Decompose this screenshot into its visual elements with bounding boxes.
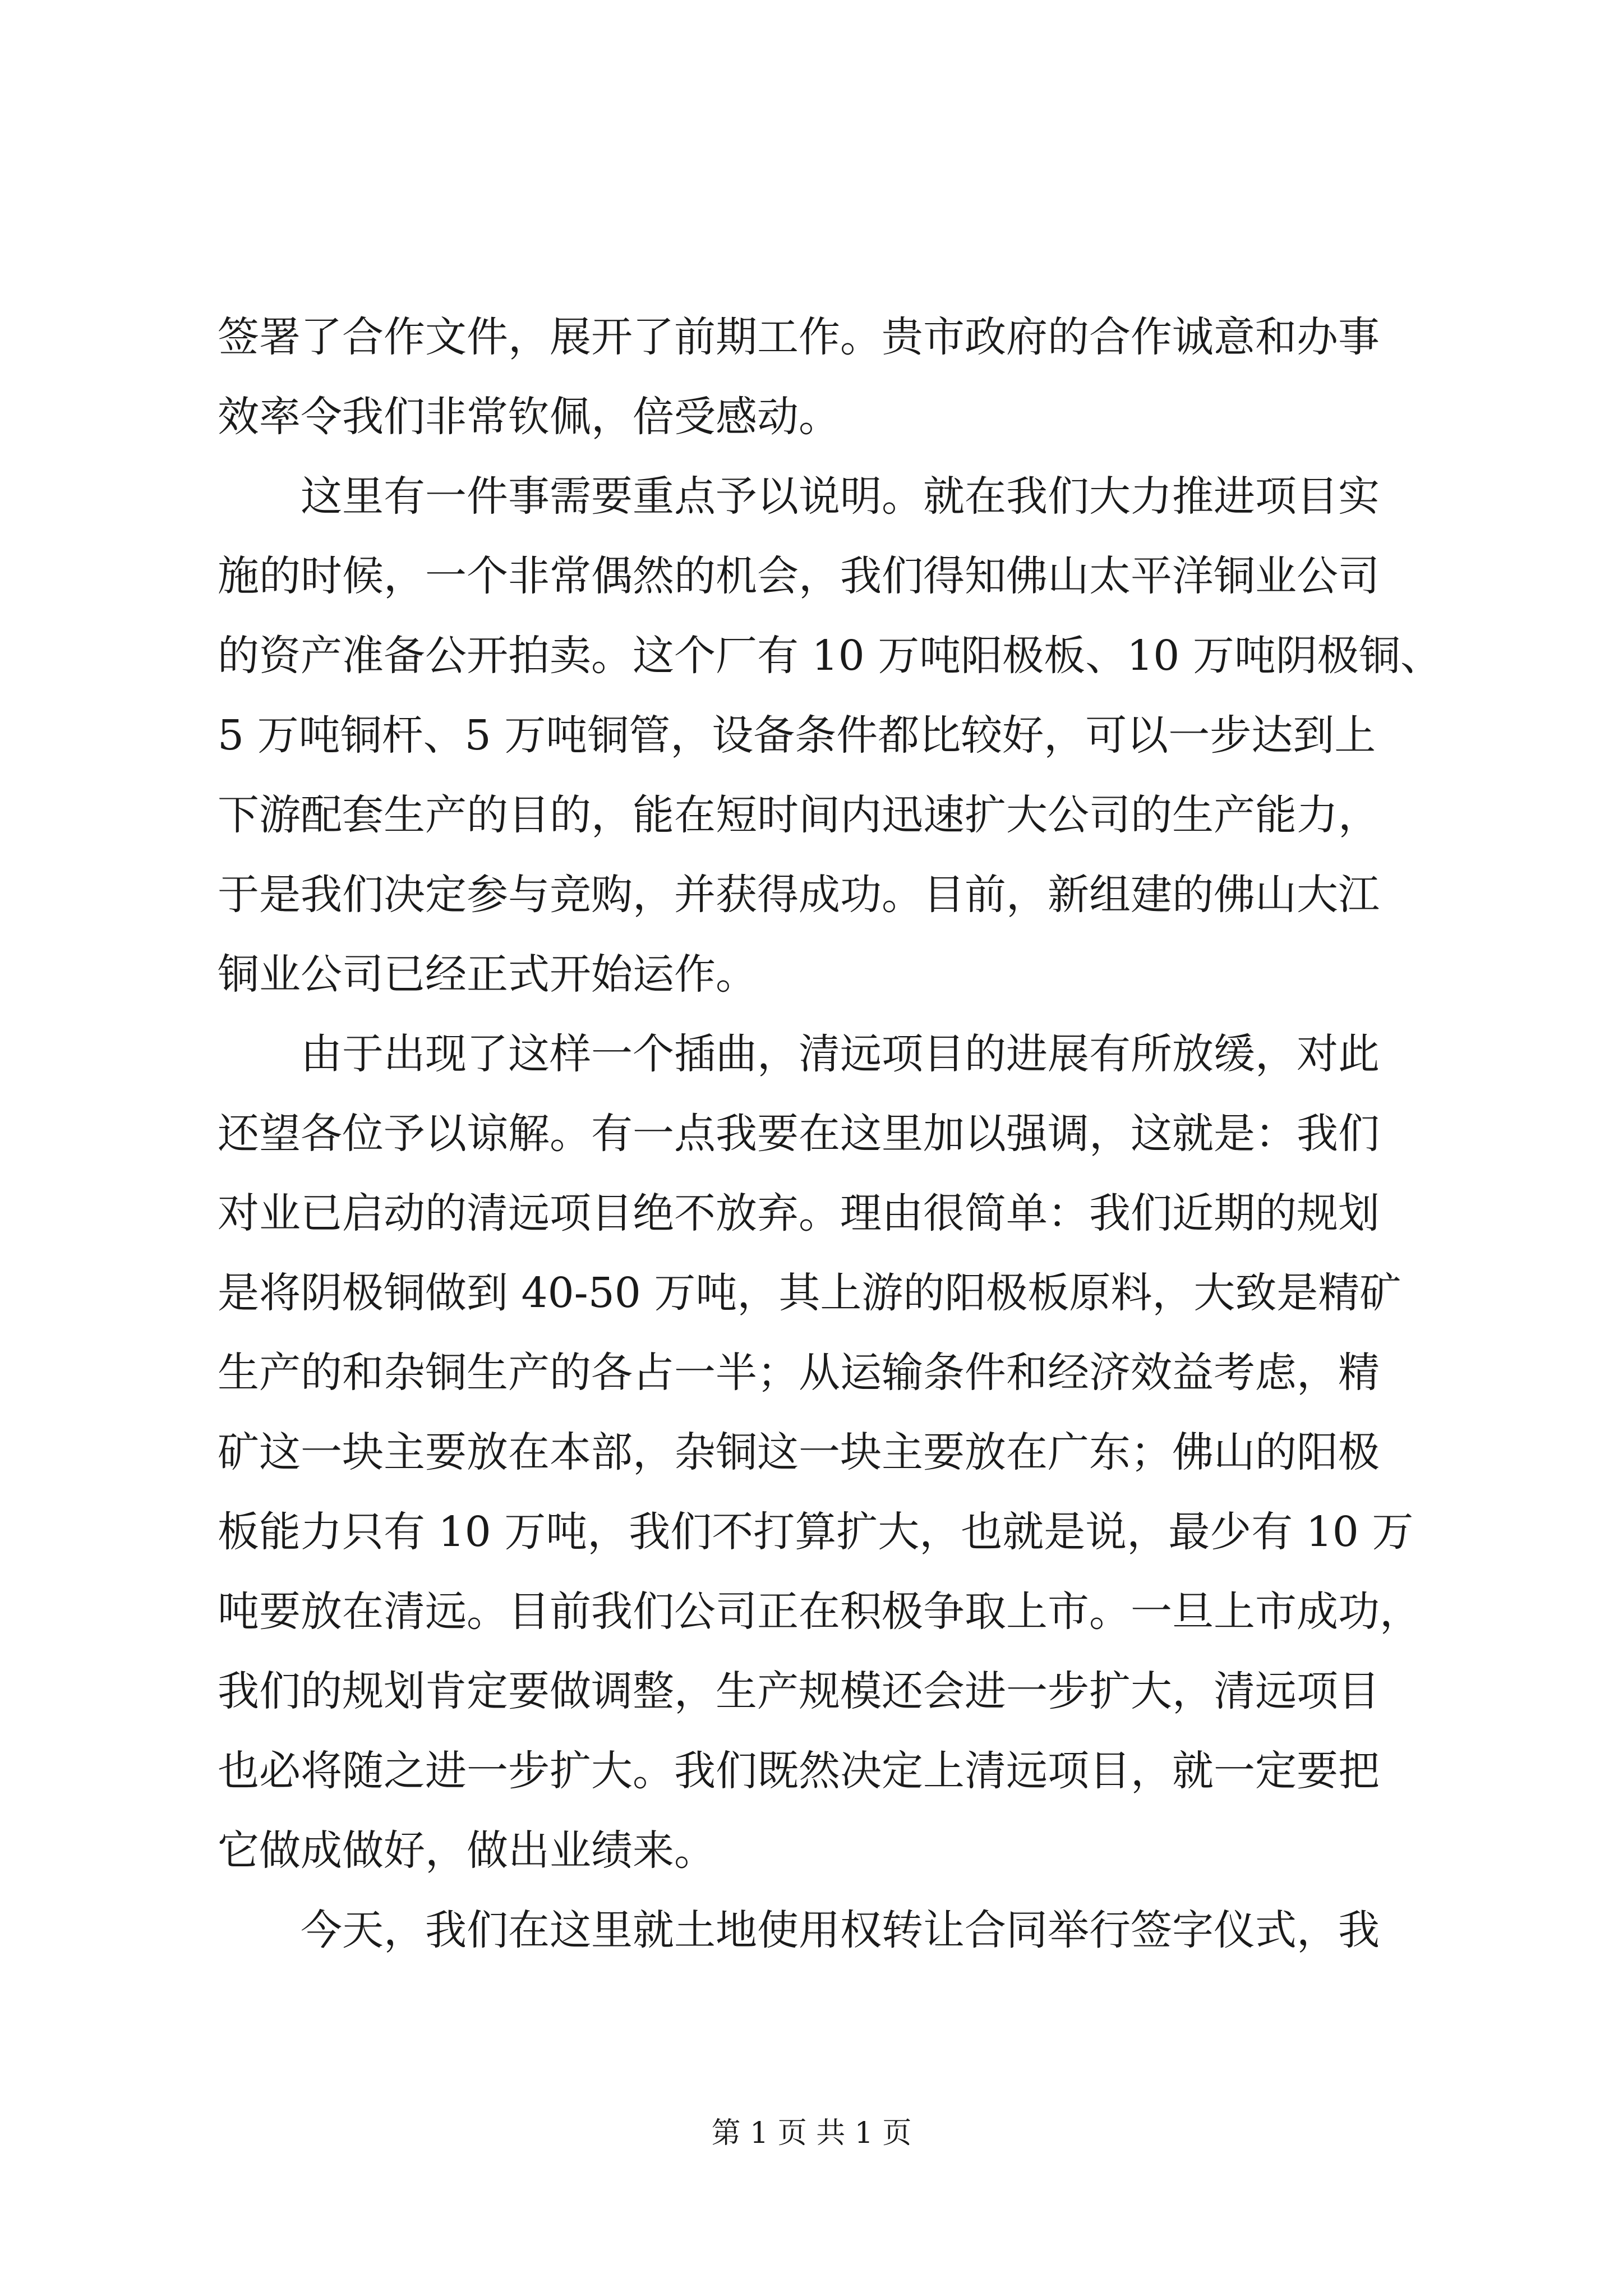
text-line: 吨要放在清远。目前我们公司正在积极争取上市。一旦上市成功， [218, 1588, 1421, 1636]
text-line: 还望各位予以谅解。有一点我要在这里加以强调，这就是：我们 [218, 1110, 1380, 1158]
page-footer: 第 1 页 共 1 页 [711, 2116, 912, 2150]
text-line: 板能力只有 10 万吨，我们不打算扩大，也就是说，最少有 10 万 [218, 1508, 1414, 1556]
text-line: 矿这一块主要放在本部，杂铜这一块主要放在广东；佛山的阳极 [218, 1428, 1380, 1476]
text-line: 下游配套生产的目的，能在短时间内迅速扩大公司的生产能力， [218, 791, 1380, 839]
text-line: 签署了合作文件，展开了前期工作。贵市政府的合作诚意和办事 [218, 313, 1380, 361]
text-line: 效率令我们非常钦佩，倍受感动。 [218, 393, 840, 441]
text-line: 施的时候，一个非常偶然的机会，我们得知佛山太平洋铜业公司 [218, 552, 1380, 600]
text-line: 我们的规划肯定要做调整，生产规模还会进一步扩大，清远项目 [218, 1667, 1380, 1715]
text-line: 也必将随之进一步扩大。我们既然决定上清远项目，就一定要把 [218, 1747, 1380, 1795]
paragraph [218, 1890, 1423, 1970]
document-body [218, 297, 1442, 1970]
paragraph [218, 1014, 1423, 1890]
text-line: 是将阴极铜做到 40-50 万吨，其上游的阳极板原料，大致是精矿 [218, 1269, 1401, 1317]
text-line: 这里有一件事需要重点予以说明。就在我们大力推进项目实 [301, 472, 1380, 521]
text-line: 的资产准备公开拍卖。这个厂有 10 万吨阳极板、10 万吨阴极铜、 [218, 632, 1442, 680]
text-line: 今天，我们在这里就土地使用权转让合同举行签字仪式，我 [301, 1906, 1380, 1954]
text-line: 由于出现了这样一个插曲，清远项目的进展有所放缓，对此 [301, 1030, 1380, 1078]
paragraph [218, 457, 1442, 1014]
text-line: 于是我们决定参与竞购，并获得成功。目前，新组建的佛山大江 [218, 871, 1380, 919]
text-line: 生产的和杂铜生产的各占一半；从运输条件和经济效益考虑，精 [218, 1349, 1380, 1397]
text-line: 5 万吨铜杆、5 万吨铜管，设备条件都比较好，可以一步达到上 [218, 711, 1376, 760]
paragraph [218, 297, 1423, 457]
text-line: 铜业公司已经正式开始运作。 [218, 950, 757, 999]
text-line: 它做成做好，做出业绩来。 [218, 1826, 716, 1875]
text-line: 对业已启动的清远项目绝不放弃。理由很简单：我们近期的规划 [218, 1189, 1380, 1237]
